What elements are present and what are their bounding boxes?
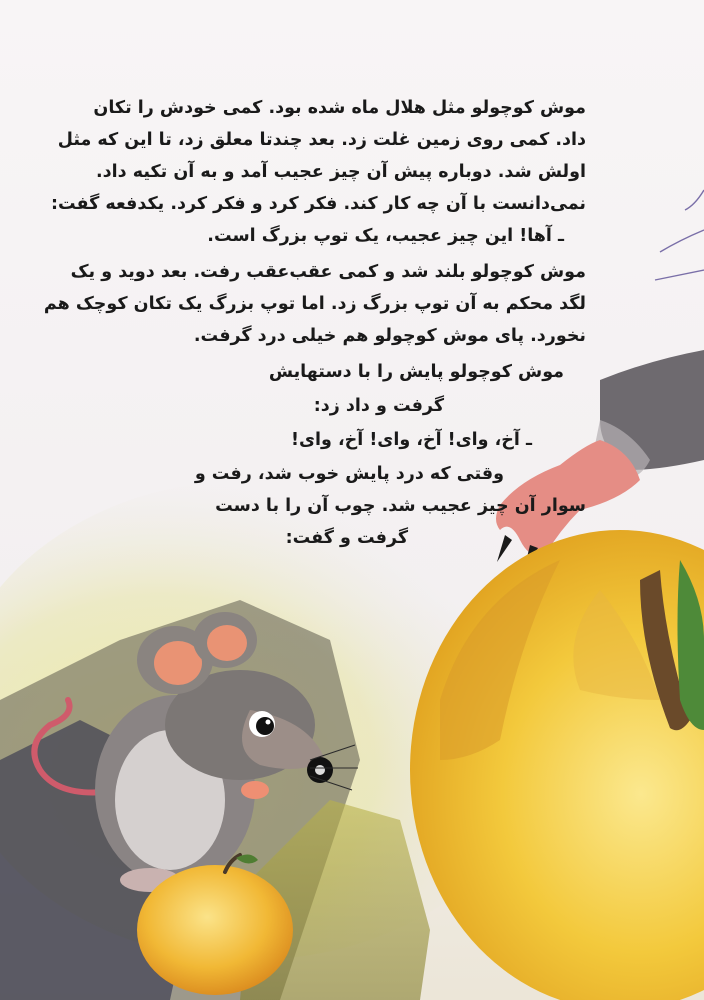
story-line-9: موش کوچولو پایش را با دستهایش [268,362,564,382]
small-apple [137,865,293,995]
story-line-7: لگد محکم به آن توپ بزرگ زد. اما توپ بزرگ یک تکان کوچک هم [43,294,586,314]
story-line-5: ـ آها! این چیز عجیب، یک توپ بزرگ است. [207,226,564,246]
story-line-12: وقتی که درد پایش خوب شد، رفت و [194,464,504,484]
story-line-10: گرفت و داد زد: [313,396,444,416]
story-line-1: موش کوچولو مثل هلال ماه شده بود. کمی خودش را تکان [93,98,586,118]
story-text [0,88,704,568]
story-line-4: نمی‌دانست با آن چه کار کند. فکر کرد و فکر کرد. یکدفعه گفت: [51,194,586,214]
story-line-2: داد. کمی روی زمین غلت زد. بعد چندتا معلق زد، تا این که مثل [57,130,586,150]
story-line-6: موش کوچولو بلند شد و کمی عقب‌عقب رفت. بعد دوید و یک [70,262,586,282]
story-line-14: گرفت و گفت: [285,528,408,548]
story-line-13: سوار آن چیز عجیب شد. چوب آن را با دست [215,496,586,516]
story-line-8: نخورد. پای موش کوچولو هم خیلی درد گرفت. [193,326,586,346]
story-line-11: ـ آخ، وای! آخ، وای! آخ، وای! [290,430,532,450]
story-line-3: اولش شد. دوباره پیش آن چیز عجیب آمد و به آن تکیه داد. [96,162,586,182]
